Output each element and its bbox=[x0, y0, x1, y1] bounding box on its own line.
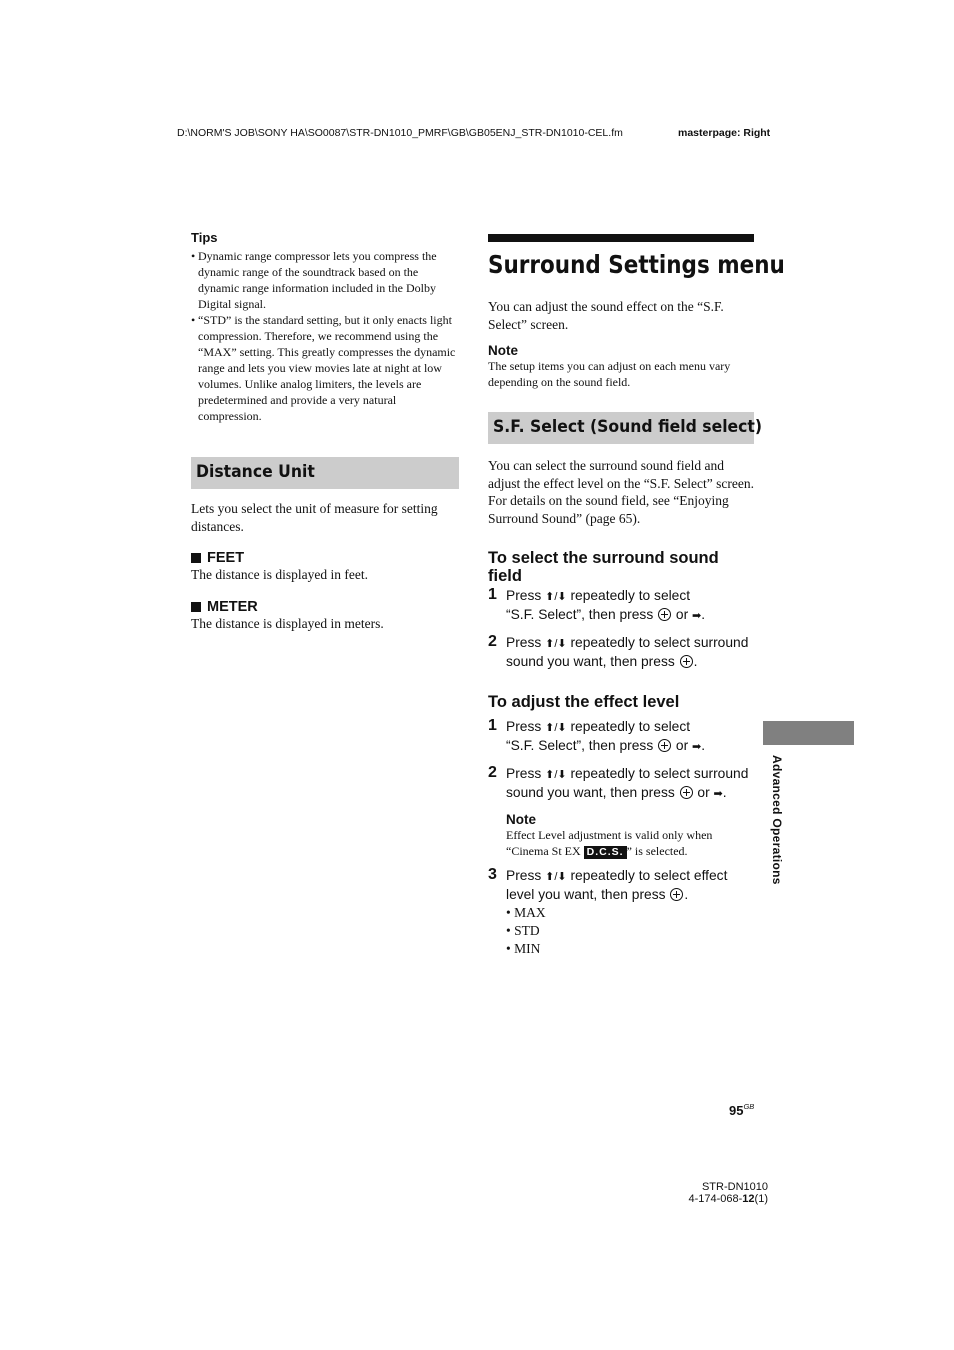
left-column bbox=[191, 230, 459, 632]
file-path-header: D:\NORM'S JOB\SONY HA\SO0087\STR-DN1010_PMRF\GB\GB05ENJ_STR-DN1010-CEL.fm bbox=[177, 127, 623, 139]
page-title: Surround Settings menu bbox=[488, 250, 785, 279]
enter-button-icon bbox=[680, 786, 693, 799]
adjust-step-1: 1 Press ⬆/⬇ repeatedly to select “S.F. Select”, then press or ➡. bbox=[488, 717, 706, 753]
page-number: $95^{GB}$ bbox=[729, 1102, 755, 1118]
section-tab bbox=[763, 721, 854, 745]
up-down-arrow-icon: ⬆/⬇ bbox=[545, 871, 567, 883]
distance-unit-heading: Distance Unit bbox=[191, 457, 459, 489]
up-down-arrow-icon: ⬆/⬇ bbox=[545, 591, 567, 603]
sf-select-heading: S.F. Select (Sound field select) bbox=[488, 412, 754, 444]
adjust-step-3: 3 Press ⬆/⬇ repeatedly to select effect level you want, then press . bbox=[488, 866, 728, 902]
note-text: The setup items you can adjust on each menu vary depending on the sound field. bbox=[488, 359, 731, 389]
level-item: • MIN bbox=[506, 941, 541, 956]
select-step-2: 2 Press ⬆/⬇ repeatedly to select surround sound you want, then press . bbox=[488, 633, 749, 669]
sf-select-text: You can select the surround sound field and adjust the effect level on the “S.F. Select” screen. bbox=[488, 458, 754, 491]
adjust-note-title: Note bbox=[506, 812, 536, 827]
tips-title: Tips bbox=[191, 230, 218, 245]
adjust-effect-heading: To adjust the effect level bbox=[488, 693, 680, 711]
adjust-note bbox=[488, 812, 754, 859]
enter-button-icon bbox=[658, 608, 671, 621]
distance-unit-intro: Lets you select the unit of measure for setting distances. bbox=[191, 501, 438, 534]
note-title: Note bbox=[488, 343, 518, 358]
up-down-arrow-icon: ⬆/⬇ bbox=[545, 769, 567, 781]
option-feet-heading: FEET bbox=[191, 550, 459, 566]
section-tab-label: Advanced Operations bbox=[770, 755, 784, 885]
title-rule bbox=[488, 234, 754, 242]
select-step-1: 1 Press ⬆/⬇ repeatedly to select “S.F. Select”, then press or ➡. bbox=[488, 586, 706, 622]
right-arrow-icon: ➡ bbox=[692, 741, 702, 753]
square-bullet-icon bbox=[191, 553, 201, 563]
up-down-arrow-icon: ⬆/⬇ bbox=[545, 638, 567, 650]
masterpage-label: masterpage: Right bbox=[678, 127, 771, 139]
enter-button-icon bbox=[680, 655, 693, 668]
option-meter-heading: METER bbox=[191, 599, 459, 615]
footer-code: STR-DN1010 4-174-068-12(1) bbox=[688, 1181, 768, 1205]
select-surround-heading: To select the surround sound field bbox=[488, 549, 719, 585]
surround-intro: You can adjust the sound effect on the “S.F. Select” screen. bbox=[488, 299, 724, 332]
option-meter-desc: The distance is displayed in meters. bbox=[191, 615, 384, 631]
square-bullet-icon bbox=[191, 602, 201, 612]
tip-item: • Dynamic range compressor lets you compress the dynamic range of the soundtrack based on the dynamic range information included in the Dolby Digital signal. bbox=[191, 249, 437, 311]
adjust-note-text: Effect Level adjustment is valid only when “Cinema St EX D.C.S. ” is selected. bbox=[506, 828, 713, 858]
level-item: • STD bbox=[506, 923, 540, 938]
right-arrow-icon: ➡ bbox=[692, 610, 702, 622]
up-down-arrow-icon: ⬆/⬇ bbox=[545, 722, 567, 734]
right-arrow-icon: ➡ bbox=[713, 788, 723, 800]
dcs-logo: D.C.S. bbox=[584, 846, 627, 859]
tip-item: • “STD” is the standard setting, but it only enacts light compression. Therefore, we recommend using the “MAX” setting. This greatly compresses the dynamic range and lets you view movies late at night at low volumes. Unlike analog limiters, the levels are predetermined and provide a very natural compression. bbox=[191, 313, 456, 423]
enter-button-icon bbox=[658, 739, 671, 752]
level-item: • MAX bbox=[506, 905, 546, 920]
sf-select-reference: For details on the sound field, see “Enjoying Surround Sound” (page 65). bbox=[488, 493, 729, 526]
option-feet-desc: The distance is displayed in feet. bbox=[191, 567, 368, 582]
enter-button-icon bbox=[670, 888, 683, 901]
adjust-step-2: 2 Press ⬆/⬇ repeatedly to select surround sound you want, then press or ➡. bbox=[488, 764, 749, 800]
